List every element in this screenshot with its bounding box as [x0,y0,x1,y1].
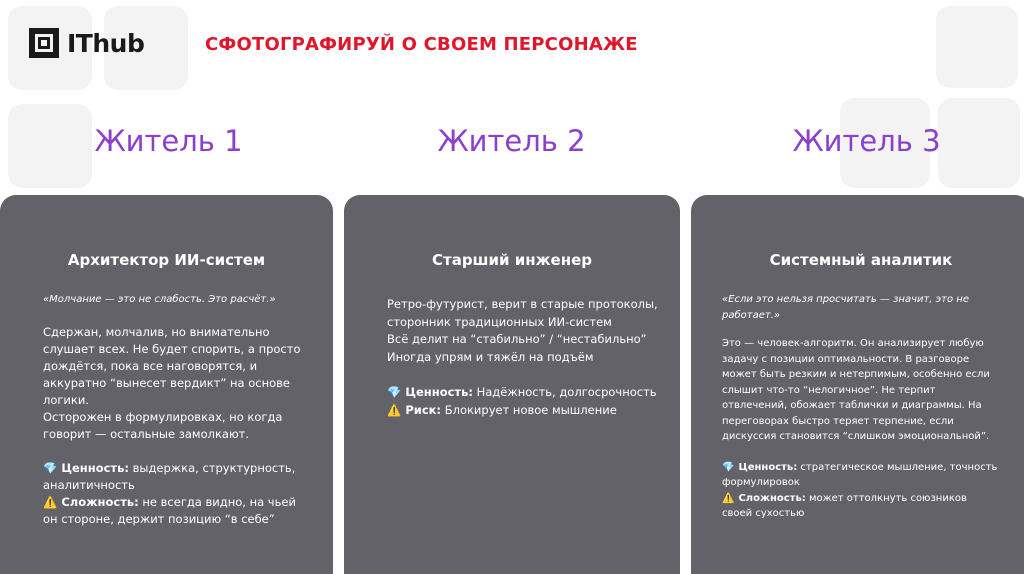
resident-card-3 [691,195,1024,574]
resident-card-1 [0,195,333,574]
card-description: Ретро-футурист, верит в старые протоколы, сторонник традиционных ИИ-систем Всё делит на “стабильно” / “нестабильно” Иногда упрям и тяжёл на подъём [387,297,658,364]
resident-1-heading: Житель 1 [94,124,243,158]
gem-icon: 💎 [722,461,735,473]
gem-icon: 💎 [387,385,402,399]
card-quote: «Если это нельзя просчитать — значит, это не работает.» [722,294,969,321]
warning-icon: ⚠️ [387,402,402,417]
logo-mark-icon [29,28,59,58]
card-title: Архитектор ИИ-систем [67,251,266,269]
logo-text: IThub [67,28,145,58]
decor-square [936,6,1018,88]
card-body [722,292,1011,522]
resident-card-2 [344,195,680,574]
slide-title: СФОТОГРАФИРУЙ О СВОЕМ ПЕРСОНАЖЕ [205,34,638,55]
card-description: Это — человек-алгоритм. Он анализирует любую задачу с позиции оптимальности. В разговоре может быть резким и нетерпимым, особенно если слышит что-то “нелогичное”. Не терпит отвлечений, обожает таблички и диаграммы. На переговорах быстро теряет терпение, если дискуссия становится “слишком эмоциональной”. [722,338,990,442]
resident-3-heading: Житель 3 [792,124,941,158]
card-quote: «Молчание — это не слабость. Это расчёт.» [43,294,276,305]
card-risk: ⚠️ Риск: Блокирует новое мышление [387,402,617,417]
card-risk: ⚠️ Сложность: может оттолкнуть союзников своей сухостью [722,492,967,519]
card-risk: ⚠️ Сложность: не всегда видно, на чьей он стороне, держит позицию “в себе” [43,495,296,526]
gem-icon: 💎 [43,461,58,475]
card-title: Старший инженер [432,251,592,269]
ithub-logo [29,28,144,58]
card-value: 💎 Ценность: выдержка, структурность, аналитичность [43,461,296,492]
card-value: 💎 Ценность: стратегическое мышление, точность формулировок [722,461,998,488]
warning-icon: ⚠️ [43,495,58,509]
resident-2-heading: Житель 2 [437,124,586,158]
card-title: Системный аналитик [769,251,953,269]
warning-icon: ⚠️ [722,492,735,504]
card-value: 💎 Ценность: Надёжность, долгосрочность [387,385,657,399]
card-body [43,293,313,528]
card-description: Сдержан, молчалив, но внимательно слушает всех. Не будет спорить, а просто дождётся, пока все наговорятся, и аккуратно “вынесет вердикт” на основе логики. Осторожен в формулировках, но когда говорит — остальные замолкают. [43,325,301,441]
card-body [387,296,660,419]
